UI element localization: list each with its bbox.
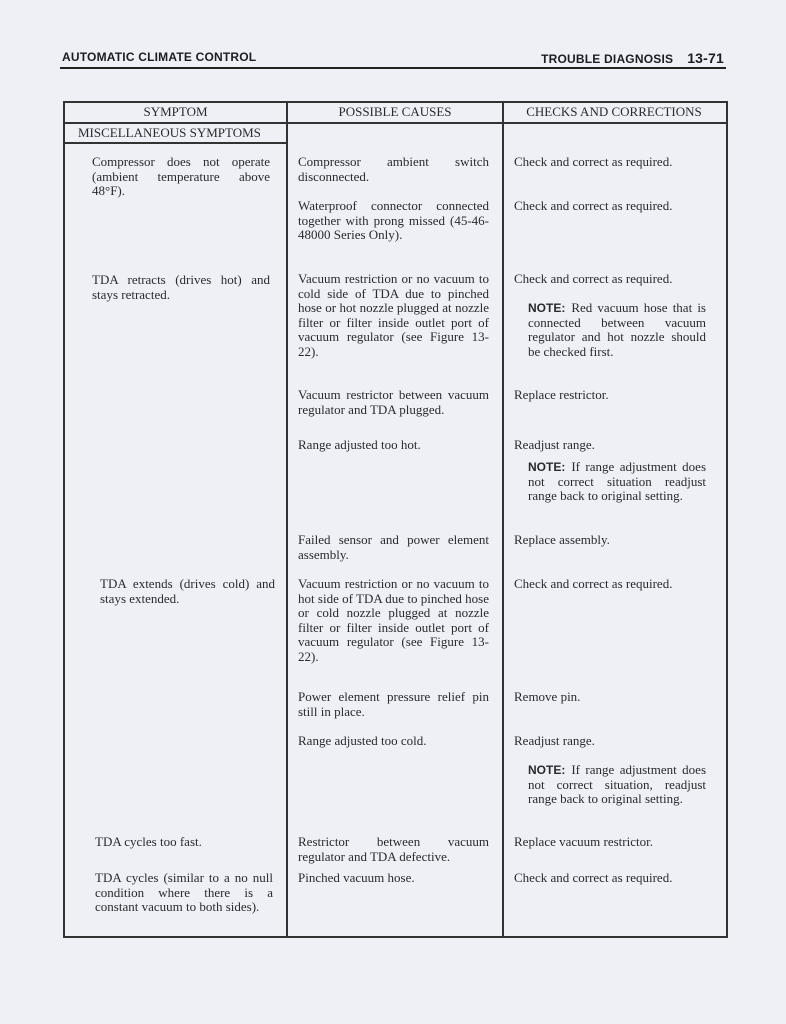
cause: Failed sensor and power element assembly. [298,532,489,562]
symptom: TDA extends (drives cold) and stays extended. [100,576,275,606]
symptom: Compressor does not operate (ambient temperature above 48°F). [92,154,270,199]
section-title: TROUBLE DIAGNOSIS [541,52,674,66]
cause: Vacuum restriction or no vacuum to cold side of TDA due to pinched hose or hot nozzle plugged at nozzle filter or filter inside outlet port of vacuum regulator (see Figure 13-22). [298,271,489,359]
chapter-title: AUTOMATIC CLIMATE CONTROL [62,50,257,64]
check: Check and correct as required. [514,198,673,213]
check: Replace vacuum restrictor. [514,834,653,849]
group-underline [63,142,287,144]
symptom: TDA cycles too fast. [95,834,202,849]
page-number: 13-71 [687,50,724,66]
cause: Restrictor between vacuum regulator and TDA defective. [298,834,489,864]
note [528,460,706,504]
header-rule [60,67,726,69]
column-divider [502,101,504,936]
check: Check and correct as required. [514,870,673,885]
check: Readjust range. [514,733,595,748]
header-divider [63,122,726,124]
note-text: If range adjustment does not correct situation, readjust range back to original setting. [528,762,706,807]
note [528,301,706,359]
symptom: TDA retracts (drives hot) and stays retracted. [92,272,270,302]
column-header-checks: CHECKS AND CORRECTIONS [526,104,702,119]
note-text: If range adjustment does not correct situation readjust range back to original setting. [528,459,706,504]
check: Check and correct as required. [514,271,673,286]
note-label: NOTE: [528,460,566,474]
cause: Compressor ambient switch disconnected. [298,154,489,184]
check: Readjust range. [514,437,595,452]
column-header-causes: POSSIBLE CAUSES [338,104,452,119]
cause: Waterproof connector connected together with prong missed (45-46-48000 Series Only). [298,198,489,243]
check: Check and correct as required. [514,576,673,591]
cause: Vacuum restrictor between vacuum regulator and TDA plugged. [298,387,489,417]
column-divider [286,101,288,936]
check: Replace restrictor. [514,387,609,402]
check: Check and correct as required. [514,154,673,169]
cause: Pinched vacuum hose. [298,870,415,885]
check: Replace assembly. [514,532,610,547]
cause: Power element pressure relief pin still in place. [298,689,489,719]
symptom: TDA cycles (similar to a no null condition where there is a constant vacuum to both sides). [95,870,273,915]
note-label: NOTE: [528,301,566,315]
cause: Vacuum restriction or no vacuum to hot side of TDA due to pinched hose or cold nozzle plugged at nozzle filter or filter inside outlet port of vacuum regulator (see Figure 13-22). [298,576,489,664]
section-header [541,50,724,66]
cause: Range adjusted too cold. [298,733,427,748]
group-heading: MISCELLANEOUS SYMPTOMS [78,125,261,140]
column-header-symptom: SYMPTOM [143,104,208,119]
note-text: Red vacuum hose that is connected between vacuum regulator and hot nozzle should be checked first. [528,300,706,359]
note-label: NOTE: [528,763,566,777]
check: Remove pin. [514,689,581,704]
cause: Range adjusted too hot. [298,437,421,452]
note [528,763,706,807]
